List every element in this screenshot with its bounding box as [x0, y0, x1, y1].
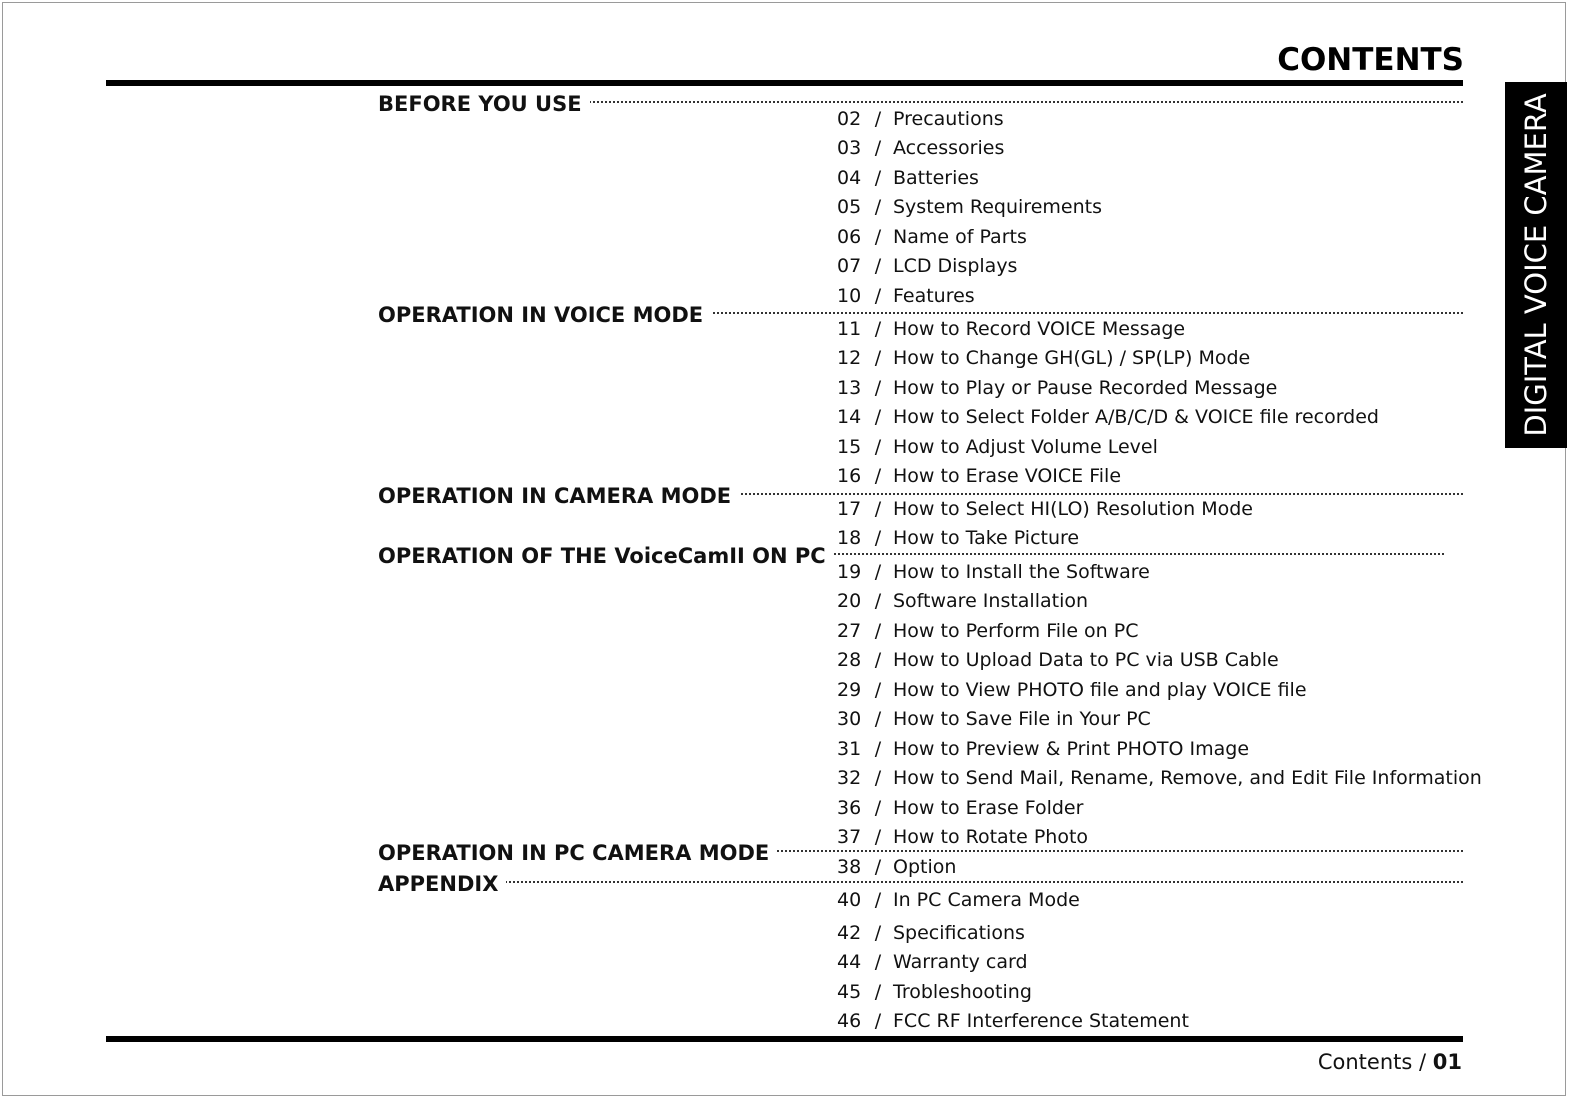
- toc-label: How to Perform File on PC: [893, 620, 1139, 642]
- toc-page-number: 18: [837, 527, 862, 549]
- toc-label: Features: [893, 285, 975, 307]
- toc-separator: /: [874, 167, 882, 189]
- toc-label: How to Change GH(GL) / SP(LP) Mode: [893, 347, 1251, 369]
- toc-separator: /: [874, 797, 882, 819]
- toc-entry[interactable]: [837, 346, 1250, 370]
- toc-separator: /: [874, 738, 882, 760]
- toc-page-number: 27: [837, 620, 862, 642]
- dot-leader: [680, 312, 1463, 314]
- toc-separator: /: [874, 285, 882, 307]
- toc-page-number: 12: [837, 347, 862, 369]
- toc-label: How to Rotate Photo: [893, 826, 1089, 848]
- side-tab-label: DIGITAL VOICE CAMERA: [1519, 93, 1553, 437]
- section-title-camera-mode: OPERATION IN CAMERA MODE: [378, 483, 739, 509]
- section-title-on-pc: OPERATION OF THE VoiceCamII ON PC: [378, 543, 834, 569]
- toc-entry[interactable]: [837, 317, 1185, 341]
- toc-label: How to Erase Folder: [893, 797, 1084, 819]
- toc-separator: /: [874, 856, 882, 878]
- toc-separator: /: [874, 108, 882, 130]
- toc-entry[interactable]: [837, 464, 1121, 488]
- toc-separator: /: [874, 436, 882, 458]
- toc-separator: /: [874, 708, 882, 730]
- toc-label: LCD Displays: [893, 255, 1018, 277]
- toc-page-number: 17: [837, 498, 862, 520]
- toc-page-number: 40: [837, 889, 862, 911]
- toc-page-number: 16: [837, 465, 862, 487]
- toc-page-number: 32: [837, 767, 862, 789]
- toc-page-number: 28: [837, 649, 862, 671]
- toc-entry[interactable]: [837, 254, 1017, 278]
- toc-separator: /: [874, 527, 882, 549]
- toc-label: How to Erase VOICE File: [893, 465, 1122, 487]
- toc-entry[interactable]: [837, 619, 1139, 643]
- toc-separator: /: [874, 196, 882, 218]
- toc-entry[interactable]: [837, 888, 1080, 912]
- toc-separator: /: [874, 318, 882, 340]
- toc-entry[interactable]: [837, 405, 1379, 429]
- toc-separator: /: [874, 561, 882, 583]
- toc-entry[interactable]: [837, 921, 1025, 945]
- toc-separator: /: [874, 1010, 882, 1032]
- toc-entry[interactable]: [837, 678, 1307, 702]
- toc-entry[interactable]: [837, 376, 1277, 400]
- toc-separator: /: [874, 679, 882, 701]
- toc-page-number: 13: [837, 377, 862, 399]
- toc-label: How to Take Picture: [893, 527, 1080, 549]
- toc-entry[interactable]: [837, 136, 1004, 160]
- dot-leader: [488, 881, 1463, 883]
- toc-entry[interactable]: [837, 195, 1102, 219]
- toc-page-number: 04: [837, 167, 862, 189]
- toc-page-number: 45: [837, 981, 862, 1003]
- toc-entry[interactable]: [837, 435, 1158, 459]
- toc-separator: /: [874, 137, 882, 159]
- section-title-pc-camera-mode: OPERATION IN PC CAMERA MODE: [378, 840, 777, 866]
- toc-label: How to Select Folder A/B/C/D & VOICE file recorded: [893, 406, 1379, 428]
- toc-page-number: 38: [837, 856, 862, 878]
- dot-leader: [560, 101, 1463, 103]
- toc-page-number: 05: [837, 196, 862, 218]
- toc-label: Warranty card: [893, 951, 1028, 973]
- side-tab: [1505, 82, 1567, 448]
- dot-leader: [738, 850, 1463, 852]
- toc-entry[interactable]: [837, 737, 1249, 761]
- section-title-voice-mode: OPERATION IN VOICE MODE: [378, 302, 711, 328]
- footer-label: Contents: [1317, 1050, 1413, 1074]
- toc-entry[interactable]: [837, 796, 1083, 820]
- toc-label: Precautions: [893, 108, 1004, 130]
- toc-separator: /: [874, 347, 882, 369]
- toc-entry[interactable]: [837, 707, 1151, 731]
- toc-separator: /: [874, 951, 882, 973]
- toc-label: Option: [893, 856, 957, 878]
- toc-entry[interactable]: [837, 526, 1079, 550]
- toc-page-number: 31: [837, 738, 862, 760]
- toc-entry[interactable]: [837, 855, 956, 879]
- footer-page-number: 01: [1432, 1050, 1462, 1074]
- toc-separator: /: [874, 826, 882, 848]
- toc-label: System Requirements: [893, 196, 1102, 218]
- toc-separator: /: [874, 377, 882, 399]
- toc-separator: /: [874, 922, 882, 944]
- toc-page-number: 15: [837, 436, 862, 458]
- toc-label: How to Upload Data to PC via USB Cable: [893, 649, 1279, 671]
- toc-label: Specifications: [893, 922, 1025, 944]
- dot-leader: [706, 493, 1463, 495]
- toc-entry[interactable]: [837, 560, 1150, 584]
- toc-entry[interactable]: [837, 166, 979, 190]
- toc-separator: /: [874, 620, 882, 642]
- toc-entry[interactable]: [837, 648, 1279, 672]
- toc-page-number: 07: [837, 255, 862, 277]
- toc-entry[interactable]: [837, 825, 1088, 849]
- toc-separator: /: [874, 767, 882, 789]
- page-footer: [1318, 1050, 1462, 1074]
- toc-label: How to View PHOTO file and play VOICE file: [893, 679, 1307, 701]
- toc-entry[interactable]: [837, 107, 1004, 131]
- bottom-rule: [106, 1036, 1463, 1042]
- toc-entry[interactable]: [837, 766, 1482, 790]
- toc-separator: /: [874, 498, 882, 520]
- toc-label: How to Install the Software: [893, 561, 1150, 583]
- toc-page-number: 19: [837, 561, 862, 583]
- dot-leader: [786, 553, 1444, 555]
- toc-page-number: 37: [837, 826, 862, 848]
- toc-page-number: 06: [837, 226, 862, 248]
- toc-page-number: 20: [837, 590, 862, 612]
- toc-entry[interactable]: [837, 284, 975, 308]
- footer-separator: /: [1419, 1050, 1427, 1074]
- toc-label: Accessories: [893, 137, 1005, 159]
- toc-page-number: 14: [837, 406, 862, 428]
- toc-separator: /: [874, 406, 882, 428]
- toc-label: How to Select HI(LO) Resolution Mode: [893, 498, 1253, 520]
- toc-entry[interactable]: [837, 950, 1028, 974]
- toc-separator: /: [874, 465, 882, 487]
- toc-separator: /: [874, 590, 882, 612]
- toc-separator: /: [874, 649, 882, 671]
- toc-separator: /: [874, 226, 882, 248]
- toc-label: FCC RF Interference Statement: [893, 1010, 1189, 1032]
- toc-label: How to Play or Pause Recorded Message: [893, 377, 1278, 399]
- toc-label: How to Save File in Your PC: [893, 708, 1151, 730]
- toc-label: In PC Camera Mode: [893, 889, 1080, 911]
- top-rule: [106, 80, 1463, 86]
- toc-page-number: 11: [837, 318, 862, 340]
- toc-separator: /: [874, 889, 882, 911]
- toc-separator: /: [874, 255, 882, 277]
- toc-page-number: 44: [837, 951, 862, 973]
- toc-entry[interactable]: [837, 1009, 1189, 1033]
- toc-page-number: 02: [837, 108, 862, 130]
- toc-page-number: 46: [837, 1010, 862, 1032]
- section-title-appendix: APPENDIX: [378, 871, 506, 897]
- toc-page-number: 29: [837, 679, 862, 701]
- toc-entry[interactable]: [837, 589, 1088, 613]
- toc-page-number: 42: [837, 922, 862, 944]
- toc-entry[interactable]: [837, 497, 1253, 521]
- section-title-before-you-use: BEFORE YOU USE: [378, 91, 590, 117]
- toc-page-number: 36: [837, 797, 862, 819]
- toc-label: Software Installation: [893, 590, 1089, 612]
- toc-entry[interactable]: [837, 980, 1032, 1004]
- toc-label: Trobleshooting: [893, 981, 1032, 1003]
- toc-separator: /: [874, 981, 882, 1003]
- toc-label: How to Preview & Print PHOTO Image: [893, 738, 1250, 760]
- toc-label: How to Adjust Volume Level: [893, 436, 1158, 458]
- toc-label: How to Send Mail, Rename, Remove, and Edit File Information: [893, 767, 1482, 789]
- toc-label: Name of Parts: [893, 226, 1027, 248]
- toc-page-number: 03: [837, 137, 862, 159]
- toc-label: Batteries: [893, 167, 979, 189]
- toc-page-number: 30: [837, 708, 862, 730]
- page-title: CONTENTS: [1277, 42, 1464, 78]
- toc-label: How to Record VOICE Message: [893, 318, 1186, 340]
- toc-entry[interactable]: [837, 225, 1027, 249]
- toc-page-number: 10: [837, 285, 862, 307]
